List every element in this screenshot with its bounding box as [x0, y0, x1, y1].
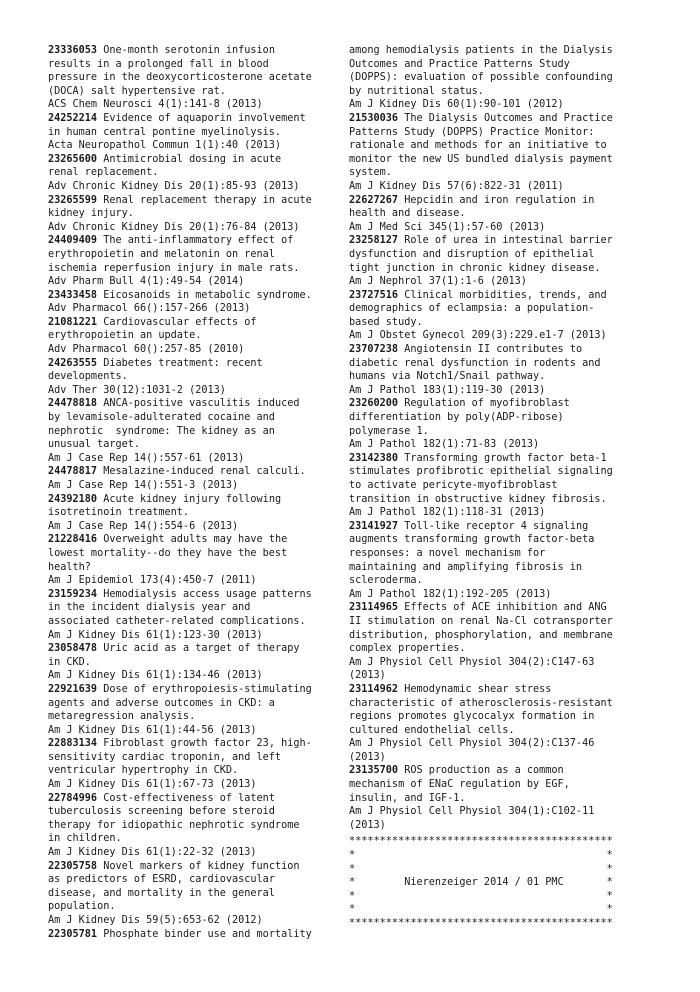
citation-title-text: maintaining and amplifying fibrosis in [349, 561, 583, 573]
citation-title-line [349, 710, 655, 724]
citation-title-line [349, 697, 655, 711]
journal-citation: Am J Kidney Dis 60(1):90-101 (2012) [349, 99, 564, 111]
citation-title-text: One-month serotonin infusion [97, 45, 275, 56]
citation-entry [349, 452, 655, 520]
journal-citation: Am J Kidney Dis 59(5):653-62 (2012) [48, 915, 263, 926]
journal-citation: Am J Kidney Dis 61(1):22-32 (2013) [48, 847, 257, 859]
citation-title-line [349, 724, 655, 738]
citation-title-text: nephrotic syndrome: The kidney as an [48, 425, 275, 437]
pmid-link[interactable]: 21530036 [349, 112, 399, 124]
pmid-link[interactable]: 21228416 [48, 534, 98, 546]
citation-entry [48, 465, 354, 492]
citation-title-text: responses: a novel mechanism for [349, 547, 546, 559]
pmid-link[interactable]: 22305781 [48, 928, 98, 940]
citation-title-text: dysfunction and disruption of epithelial [349, 248, 595, 260]
citation-entry [48, 533, 354, 587]
citation-title-text: Hemodialysis access usage patterns [97, 588, 312, 600]
citation-title-line [349, 493, 655, 507]
citation-entry [349, 397, 655, 451]
citation-title-text: Angiotensin II contributes to [398, 344, 583, 356]
citation-title-line [48, 112, 354, 126]
pmid-link[interactable]: 23707238 [349, 344, 399, 356]
citation-title-text: in CKD. [48, 656, 91, 668]
citation-title-line [48, 805, 354, 819]
citation-title-text: monitor the new US bundled dialysis payment [349, 153, 613, 165]
citation-entry [349, 194, 655, 235]
citation-entry [48, 683, 354, 737]
citation-title-text: Regulation of myofibroblast [398, 398, 570, 410]
citation-title-line [48, 207, 354, 221]
citation-title-line [48, 601, 354, 615]
citation-title-line [48, 438, 354, 452]
citation-title-line [349, 357, 655, 371]
journal-citation: Adv Pharmacol 60():257-85 (2010) [48, 344, 245, 356]
footer-box-title: * Nierenzeiger 2014 / 01 PMC * [349, 877, 613, 889]
citation-entry [48, 397, 354, 465]
citation-title-text: erythropoietin and melatonin on renal [48, 248, 275, 260]
citation-entry [48, 153, 354, 194]
citation-title-line [349, 262, 655, 276]
citation-title-line [48, 465, 354, 479]
pmid-link[interactable]: 23258127 [349, 235, 399, 247]
citation-title-text: Fibroblast growth factor 23, high- [97, 738, 312, 750]
citation-title-text: developments. [48, 371, 128, 383]
citation-title-line [349, 452, 655, 466]
citation-title-line [349, 574, 655, 588]
citation-title-line [48, 85, 354, 99]
citation-title-text: agents and adverse outcomes in CKD: a [48, 697, 275, 709]
citation-title-text: Hemodynamic shear stress [398, 683, 552, 695]
right-column [349, 44, 655, 931]
journal-citation: Am J Obstet Gynecol 209(3):229.e1-7 (2013) [349, 330, 607, 342]
citation-title-text: sensitivity cardiac troponin, and left [48, 751, 282, 763]
journal-citation: Adv Ther 30(12):1031-2 (2013) [48, 384, 226, 396]
pmid-link[interactable]: 24252214 [48, 112, 98, 124]
citation-title-text: Eicosanoids in metabolic syndrome. [97, 289, 312, 301]
citation-title-line [349, 71, 655, 85]
citation-title-line [48, 873, 354, 887]
pmid-link[interactable]: 24392180 [48, 493, 98, 505]
citation-title-text: tight junction in chronic kidney disease. [349, 262, 601, 274]
citation-title-line [349, 397, 655, 411]
citation-title-line [48, 493, 354, 507]
citation-title-text: Overweight adults may have the [97, 534, 288, 546]
citation-entry [48, 234, 354, 288]
citation-title-line [48, 533, 354, 547]
citation-entry [48, 928, 354, 942]
citation-title-line [349, 126, 655, 140]
journal-citation: Am J Pathol 182(1):118-31 (2013) [349, 507, 546, 519]
citation-title-text: polymerase 1. [349, 425, 429, 437]
citation-title-line [349, 194, 655, 208]
citation-title-line [48, 615, 354, 629]
citation-entry [48, 112, 354, 153]
pmid-link[interactable]: 23135700 [349, 765, 399, 777]
pmid-link[interactable]: 22305758 [48, 860, 98, 872]
citation-title-text: metaregression analysis. [48, 711, 196, 723]
citation-title-text: as predictors of ESRD, cardiovascular [48, 874, 275, 886]
citation-title-text: associated catheter-related complications. [48, 615, 306, 627]
citation-title-line [48, 900, 354, 914]
citation-entry [48, 737, 354, 791]
citation-title-text: population. [48, 901, 116, 913]
journal-citation: Acta Neuropathol Commun 1(1):40 (2013) [48, 140, 282, 152]
footer-box-edge: * * [349, 863, 613, 875]
journal-citation-year: (2013) [349, 751, 386, 763]
footer-box-edge: * * [349, 850, 613, 862]
journal-citation: Am J Med Sci 345(1):57-60 (2013) [349, 221, 546, 233]
citation-title-text: among hemodialysis patients in the Dialysis [349, 45, 613, 56]
pmid-link[interactable]: 24478817 [48, 466, 98, 478]
journal-citation: Am J Physiol Cell Physiol 304(2):C147-63 [349, 656, 595, 668]
citation-title-line [349, 302, 655, 316]
citation-title-text: health and disease. [349, 208, 466, 220]
citation-title-line [48, 710, 354, 724]
citation-title-text: transition in obstructive kidney fibrosis. [349, 493, 607, 505]
citation-title-line [48, 506, 354, 520]
citation-title-line [349, 234, 655, 248]
journal-citation: Adv Chronic Kidney Dis 20(1):76-84 (2013) [48, 221, 300, 233]
citation-title-line [349, 764, 655, 778]
journal-citation: Am J Case Rep 14():557-61 (2013) [48, 452, 245, 464]
citation-entry [48, 792, 354, 860]
citation-title-text: demographics of eclampsia: a population- [349, 303, 595, 315]
citation-title-text: cultured endothelial cells. [349, 724, 515, 736]
citation-entry [48, 289, 354, 316]
citation-title-line [48, 819, 354, 833]
citation-title-line [349, 58, 655, 72]
pmid-link[interactable]: 23336053 [48, 45, 98, 56]
citation-title-text: Outcomes and Practice Patterns Study [349, 58, 570, 70]
citation-title-line [48, 153, 354, 167]
citation-title-text: to activate pericyte-myofibroblast [349, 480, 558, 491]
citation-title-line [349, 520, 655, 534]
citation-entry [349, 234, 655, 288]
journal-citation: Am J Physiol Cell Physiol 304(2):C137-46 [349, 738, 595, 750]
citation-title-text: II stimulation on renal Na-Cl cotransporter [349, 615, 613, 627]
citation-title-line [349, 112, 655, 126]
citation-title-text: ischemia reperfusion injury in male rats. [48, 262, 300, 274]
citation-title-text: therapy for idiopathic nephrotic syndrome [48, 819, 300, 831]
journal-citation: Adv Pharm Bull 4(1):49-54 (2014) [48, 276, 245, 288]
citation-title-line [48, 166, 354, 180]
journal-citation: Am J Kidney Dis 61(1):67-73 (2013) [48, 779, 257, 791]
citation-title-line [48, 764, 354, 778]
citation-title-line [48, 737, 354, 751]
citation-title-line [48, 860, 354, 874]
citation-title-text: unusual target. [48, 439, 141, 451]
citation-title-text: Effects of ACE inhibition and ANG [398, 602, 607, 614]
left-column [48, 44, 354, 941]
citation-title-text: Role of urea in intestinal barrier [398, 235, 613, 247]
journal-citation: ACS Chem Neurosci 4(1):141-8 (2013) [48, 99, 263, 111]
citation-title-line [349, 533, 655, 547]
citation-title-text: Renal replacement therapy in acute [97, 194, 312, 206]
citation-title-text: (DOCA) salt hypertensive rat. [48, 85, 226, 97]
journal-citation: Am J Case Rep 14():551-3 (2013) [48, 480, 239, 491]
citation-title-line [48, 683, 354, 697]
citation-title-line [48, 194, 354, 208]
citation-title-text: ROS production as a common [398, 765, 564, 777]
pmid-link[interactable]: 24478818 [48, 398, 98, 410]
citation-title-text: insulin, and IGF-1. [349, 792, 466, 804]
citation-title-text: Dose of erythropoiesis-stimulating [97, 683, 312, 695]
citation-title-line [48, 248, 354, 262]
journal-citation: Am J Kidney Dis 61(1):44-56 (2013) [48, 724, 257, 736]
citation-title-line [48, 642, 354, 656]
journal-citation: Am J Kidney Dis 61(1):123-30 (2013) [48, 629, 263, 641]
citation-title-text: isotretinoin treatment. [48, 507, 190, 519]
citation-title-line [48, 928, 354, 942]
pmid-link[interactable]: 22883134 [48, 738, 98, 750]
pmid-link[interactable]: 24409409 [48, 235, 98, 247]
citation-title-line [349, 479, 655, 493]
citation-title-text: system. [349, 167, 392, 179]
footer-box-border-top: ******************************************* [349, 836, 613, 848]
citation-entry [349, 764, 655, 832]
citation-title-line [48, 397, 354, 411]
citation-entry [48, 588, 354, 642]
pmid-link[interactable]: 23114965 [349, 602, 399, 614]
citation-title-line [48, 44, 354, 58]
citation-entry [48, 357, 354, 398]
citation-title-line [48, 329, 354, 343]
citation-title-text: in the incident dialysis year and [48, 602, 251, 614]
citation-entry [349, 44, 655, 112]
citation-title-text: Cost-effectiveness of latent [97, 792, 275, 804]
journal-citation: Am J Pathol 182(1):71-83 (2013) [349, 439, 540, 451]
citation-title-line [48, 58, 354, 72]
citation-title-text: health? [48, 561, 91, 573]
journal-citation: Am J Pathol 182(1):192-205 (2013) [349, 588, 552, 600]
journal-citation: Adv Chronic Kidney Dis 20(1):85-93 (2013) [48, 180, 300, 192]
citation-title-text: scleroderma. [349, 575, 423, 587]
citation-entry [349, 601, 655, 683]
journal-citation: Am J Pathol 183(1):119-30 (2013) [349, 384, 546, 396]
citation-title-line [48, 357, 354, 371]
pmid-link[interactable]: 22921639 [48, 683, 98, 695]
citation-title-line [349, 683, 655, 697]
journal-citation: Am J Kidney Dis 57(6):822-31 (2011) [349, 180, 564, 192]
citation-title-text: by nutritional status. [349, 85, 484, 97]
citation-title-text: in human central pontine myelinolysis. [48, 126, 282, 138]
citation-title-text: Antimicrobial dosing in acute [97, 153, 282, 165]
citation-title-text: kidney injury. [48, 208, 134, 220]
citation-title-line [349, 629, 655, 643]
pmid-link[interactable]: 23114962 [349, 683, 399, 695]
citation-title-text: Hepcidin and iron regulation in [398, 194, 595, 206]
citation-title-text: humans via Notch1/Snail pathway. [349, 371, 546, 383]
journal-citation: Am J Kidney Dis 61(1):134-46 (2013) [48, 670, 263, 682]
citation-title-text: Toll-like receptor 4 signaling [398, 520, 589, 532]
citation-title-text: Patterns Study (DOPPS) Practice Monitor: [349, 126, 595, 138]
citation-title-text: tuberculosis screening before steroid [48, 806, 275, 818]
citation-title-text: renal replacement. [48, 167, 159, 179]
journal-citation: Am J Case Rep 14():554-6 (2013) [48, 520, 239, 532]
citation-title-line [48, 234, 354, 248]
citation-title-line [349, 289, 655, 303]
citation-title-line [349, 411, 655, 425]
citation-title-text: Mesalazine-induced renal calculi. [97, 466, 306, 478]
citation-entry [48, 493, 354, 534]
citation-title-line [349, 85, 655, 99]
citation-title-text: based study. [349, 316, 423, 328]
citation-title-text: distribution, phosphorylation, and membrane [349, 629, 613, 641]
citation-title-text: Phosphate binder use and mortality [97, 928, 312, 940]
citation-title-text: Cardiovascular effects of [97, 316, 257, 328]
citation-title-text: (DOPPS): evaluation of possible confounding [349, 72, 613, 84]
pmid-link[interactable]: 22627267 [349, 194, 399, 206]
citation-title-line [349, 153, 655, 167]
citation-entry [48, 194, 354, 235]
pmid-link[interactable]: 23260200 [349, 398, 399, 410]
citation-title-text: diabetic renal dysfunction in rodents and [349, 357, 601, 369]
citation-title-text: pressure in the deoxycorticosterone acetate [48, 72, 312, 84]
pmid-link[interactable]: 23058478 [48, 643, 98, 655]
citation-title-line [48, 411, 354, 425]
citation-title-text: mechanism of ENaC regulation by EGF, [349, 779, 570, 791]
citation-title-text: Novel markers of kidney function [97, 860, 300, 872]
citation-title-line [349, 139, 655, 153]
pmid-link[interactable]: 23159234 [48, 588, 98, 600]
citation-title-text: Transforming growth factor beta-1 [398, 452, 607, 464]
footer-box-edge: * * [349, 890, 613, 902]
citation-title-line [349, 615, 655, 629]
journal-citation-year: (2013) [349, 670, 386, 682]
citation-title-line [349, 166, 655, 180]
citation-title-line [48, 751, 354, 765]
journal-citation: Am J Physiol Cell Physiol 304(1):C102-11 [349, 806, 595, 818]
citation-title-line [349, 425, 655, 439]
journal-citation: Am J Nephrol 37(1):1-6 (2013) [349, 276, 527, 288]
pmid-link[interactable]: 23265600 [48, 153, 98, 165]
citation-title-text: The Dialysis Outcomes and Practice [398, 112, 613, 124]
pmid-link[interactable]: 23433458 [48, 289, 98, 301]
footer-box-edge: * * [349, 904, 613, 916]
citation-title-line [48, 425, 354, 439]
citation-title-line [48, 126, 354, 140]
citation-title-line [349, 642, 655, 656]
citation-entry [349, 289, 655, 343]
citation-title-line [349, 601, 655, 615]
citation-entry [349, 520, 655, 602]
footer-box [349, 835, 655, 930]
citation-entry [48, 642, 354, 683]
citation-title-line [48, 289, 354, 303]
citation-title-text: results in a prolonged fall in blood [48, 58, 269, 70]
citation-title-text: The anti-inflammatory effect of [97, 235, 294, 247]
citation-title-line [349, 248, 655, 262]
citation-title-line [48, 792, 354, 806]
citation-title-line [349, 547, 655, 561]
pmid-link[interactable]: 23141927 [349, 520, 399, 532]
citation-title-line [349, 465, 655, 479]
citation-title-text: disease, and mortality in the general [48, 887, 275, 899]
pmid-link[interactable]: 23727516 [349, 289, 399, 301]
journal-citation: Adv Pharmacol 66():157-266 (2013) [48, 303, 251, 315]
citation-entry [48, 860, 354, 928]
pmid-link[interactable]: 21081221 [48, 316, 98, 328]
citation-title-line [349, 561, 655, 575]
citation-title-text: stimulates profibrotic epithelial signaling [349, 466, 613, 478]
citation-title-line [48, 262, 354, 276]
pmid-link[interactable]: 22784996 [48, 792, 98, 804]
citation-title-line [48, 561, 354, 575]
citation-title-text: Diabetes treatment: recent [97, 357, 263, 369]
citation-entry [349, 112, 655, 194]
citation-title-text: Acute kidney injury following [97, 493, 282, 505]
citation-title-line [48, 316, 354, 330]
citation-title-line [48, 832, 354, 846]
citation-entry [48, 44, 354, 112]
citation-title-line [48, 656, 354, 670]
citation-title-line [48, 71, 354, 85]
citation-title-text: ANCA-positive vasculitis induced [97, 398, 300, 410]
citation-title-text: regions promotes glycocalyx formation in [349, 711, 595, 723]
citation-title-line [48, 887, 354, 901]
pmid-link[interactable]: 23142380 [349, 452, 399, 464]
citation-title-line [349, 792, 655, 806]
journal-citation-year: (2013) [349, 819, 386, 831]
citation-title-text: characteristic of atherosclerosis-resistant [349, 697, 613, 709]
citation-title-text: lowest mortality--do they have the best [48, 547, 288, 559]
citation-title-text: by levamisole-adulterated cocaine and [48, 412, 275, 424]
citation-title-text: differentiation by poly(ADP-ribose) [349, 412, 564, 424]
citation-title-line [349, 207, 655, 221]
citation-title-text: Uric acid as a target of therapy [97, 643, 300, 655]
citation-title-text: in children. [48, 833, 122, 845]
citation-title-line [48, 370, 354, 384]
citation-title-line [349, 343, 655, 357]
citation-title-line [349, 44, 655, 58]
citation-title-line [48, 588, 354, 602]
citation-title-text: Evidence of aquaporin involvement [97, 112, 306, 124]
pmid-link[interactable]: 24263555 [48, 357, 98, 369]
citation-title-line [48, 697, 354, 711]
citation-title-line [349, 370, 655, 384]
footer-box-border-bottom: ******************************************* [349, 918, 613, 929]
citation-title-text: complex properties. [349, 643, 466, 655]
citation-title-line [349, 316, 655, 330]
citation-title-text: augments transforming growth factor-beta [349, 534, 595, 546]
citation-title-text: erythropoietin an update. [48, 330, 202, 342]
citation-title-text: rationale and methods for an initiative to [349, 140, 607, 152]
citation-entry [349, 683, 655, 765]
citation-title-text: Clinical morbidities, trends, and [398, 289, 607, 301]
pmid-link[interactable]: 23265599 [48, 194, 98, 206]
citation-title-text: ventricular hypertrophy in CKD. [48, 765, 239, 777]
journal-citation: Am J Epidemiol 173(4):450-7 (2011) [48, 575, 257, 587]
citation-title-line [48, 547, 354, 561]
citation-entry [48, 316, 354, 357]
citation-entry [349, 343, 655, 397]
citation-title-line [349, 778, 655, 792]
